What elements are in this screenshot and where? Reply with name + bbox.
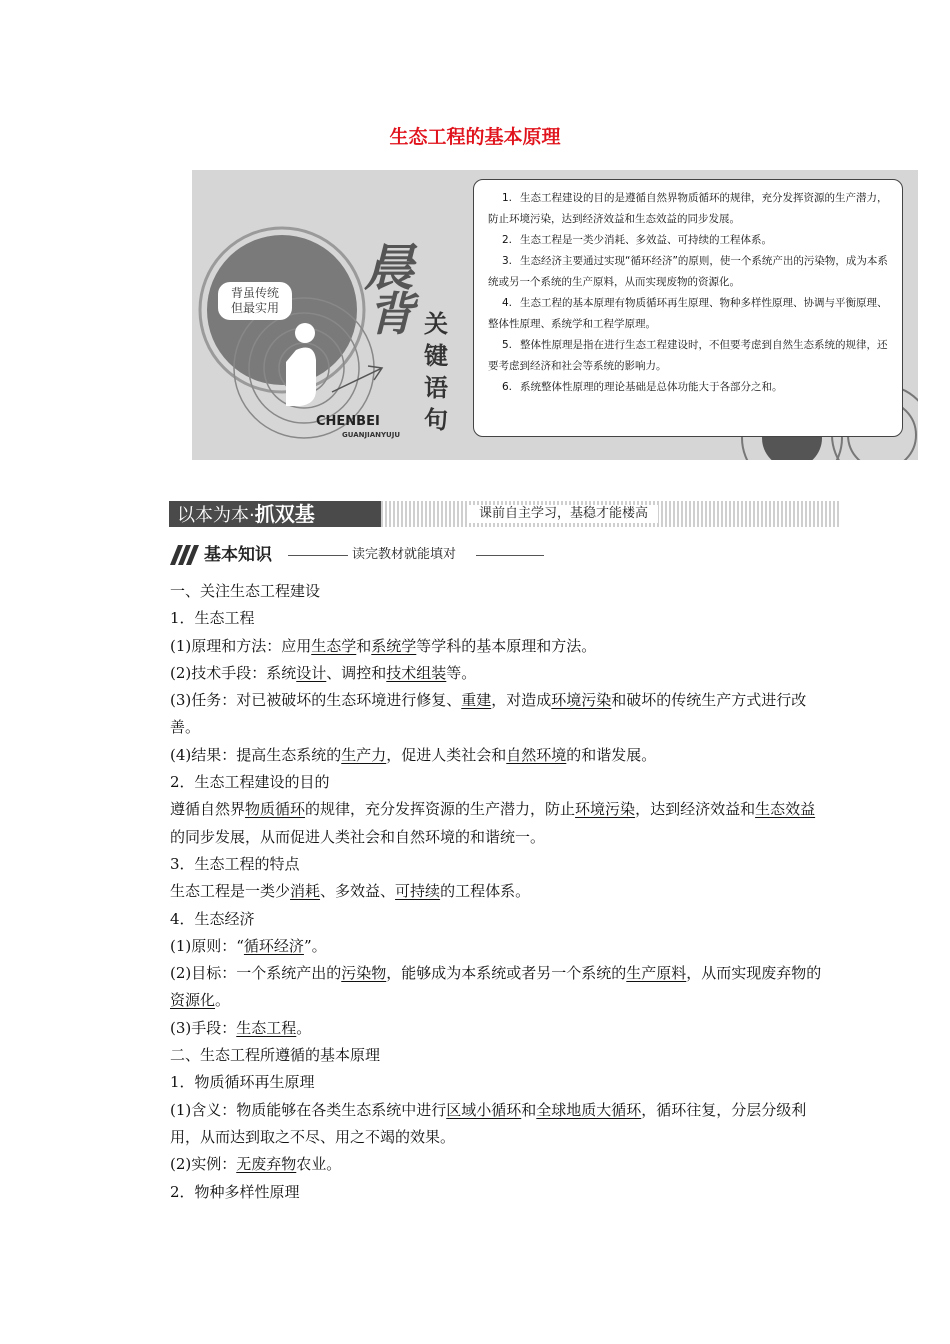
item-text: 系统整体性原理的理论基础是总体功能大于各部分之和。 <box>520 381 783 393</box>
item-number: 1. <box>502 192 513 204</box>
body-line: 3．生态工程的特点 <box>170 854 300 873</box>
fill-in-answer: 系统学 <box>371 636 417 655</box>
item-text: 生态工程是一类少消耗、多效益、可持续的工程体系。 <box>520 234 772 246</box>
vertical-char: 关 <box>424 310 448 338</box>
body-line: 生态工程是一类少消耗、多效益、可持续的工程体系。 <box>170 882 531 901</box>
key-sentence <box>474 293 902 335</box>
body-line: 4．生态经济 <box>170 909 255 928</box>
fill-in-answer: 生产原料 <box>626 964 687 983</box>
banner-chip <box>218 282 292 320</box>
body-line: 1．生态工程 <box>170 609 255 628</box>
section-label-b: 抓双基 <box>254 502 315 526</box>
vertical-char: 键 <box>424 342 448 370</box>
subsection-title: 基本知识 <box>204 545 272 565</box>
banner-en-subtitle: GUANJIANYUJU <box>342 431 401 439</box>
item-text: 整体性原理是指在进行生态工程建设时，不但要考虑到自然生态系统的规律，还要考虑到经济和社会等系统的影响力。 <box>488 339 888 372</box>
divider <box>476 555 544 556</box>
body-line: 1．物质循环再生原理 <box>170 1073 315 1092</box>
section-subtitle: 课前自主学习，基稳才能楼高 <box>469 505 658 523</box>
fill-in-answer: 资源化 <box>170 991 216 1010</box>
fill-in-answer: 自然环境 <box>506 745 567 764</box>
item-number: 3. <box>502 255 513 267</box>
body-line: 2．生态工程建设的目的 <box>170 773 330 792</box>
body-line: (2)技术手段：系统设计、调控和技术组装等。 <box>170 663 477 682</box>
banner-vertical-title <box>424 308 450 436</box>
fill-in-answer: 重建 <box>461 691 492 710</box>
fill-in-answer: 全球地质大循环 <box>536 1100 642 1119</box>
item-text: 生态经济主要通过实现“循环经济”的原则，使一个系统产出的污染物，成为本系统或另一个系统的生产原料，从而实现废物的资源化。 <box>488 255 888 288</box>
item-number: 2. <box>502 234 513 246</box>
fill-in-answer: 污染物 <box>341 964 387 983</box>
key-sentence <box>474 188 902 230</box>
section-label-a: 以本为本· <box>177 505 255 526</box>
section-header <box>169 501 841 527</box>
item-number: 4. <box>502 297 513 309</box>
morning-recitation-banner <box>192 170 918 460</box>
fill-in-answer: 消耗 <box>290 882 321 901</box>
item-number: 6. <box>502 381 513 393</box>
banner-big-char-1: 晨 <box>364 239 414 297</box>
fill-in-answer: 生态效益 <box>755 800 816 819</box>
subsection-hint: 读完教材就能填对 <box>352 547 457 562</box>
fill-in-answer: 循环经济 <box>243 936 304 955</box>
fill-in-answer: 环境污染 <box>575 800 636 819</box>
body-line: 遵循自然界物质循环的规律，充分发挥资源的生产潜力，防止环境污染，达到经济效益和生态效益的同步发展，从而促进人类社会和自然环境的和谐统一。 <box>170 800 816 846</box>
key-sentences-panel <box>473 179 903 437</box>
divider <box>288 555 348 556</box>
fill-in-answer: 生态工程 <box>236 1018 297 1037</box>
slash-stripes-icon <box>170 545 200 565</box>
body-line: (3)手段：生态工程。 <box>170 1018 312 1037</box>
body-line: (2)目标：一个系统产出的污染物，能够成为本系统或者另一个系统的生产原料，从而实现废弃物的资源化。 <box>170 964 822 1010</box>
body-line: 二、生态工程所遵循的基本原理 <box>170 1046 381 1065</box>
fill-in-answer: 设计 <box>296 663 327 682</box>
item-number: 5. <box>502 339 513 351</box>
key-sentence <box>474 377 902 398</box>
banner-big-char-2: 背 <box>368 287 414 341</box>
fill-in-answer: 物质循环 <box>245 800 306 819</box>
body-line: 一、关注生态工程建设 <box>170 582 321 600</box>
chip-line-2: 但最实用 <box>230 301 279 315</box>
body-line: (1)原则：“循环经济”。 <box>170 936 327 955</box>
chip-line-1: 背虽传统 <box>230 286 279 300</box>
banner-en-title: CHENBEI <box>316 414 380 429</box>
body-line: (4)结果：提高生态系统的生产力，促进人类社会和自然环境的和谐发展。 <box>170 745 657 764</box>
fill-in-answer: 生产力 <box>341 745 387 764</box>
key-sentence <box>474 251 902 293</box>
document-body <box>137 578 827 1206</box>
vertical-char: 语 <box>424 374 448 402</box>
body-line: (1)原理和方法：应用生态学和系统学等学科的基本原理和方法。 <box>170 636 597 655</box>
fill-in-answer: 生态学 <box>311 636 357 655</box>
page-title: 生态工程的基本原理 <box>389 126 561 148</box>
body-line: 2．物种多样性原理 <box>170 1182 300 1201</box>
fill-in-answer: 技术组装 <box>386 663 447 682</box>
fill-in-answer: 可持续 <box>395 882 441 901</box>
body-line: (1)含义：物质能够在各类生态系统中进行区域小循环和全球地质大循环，循环往复，分层分级利用，从而达到取之不尽、用之不竭的效果。 <box>170 1100 807 1146</box>
vertical-char: 句 <box>424 406 448 434</box>
fill-in-answer: 区域小循环 <box>446 1100 522 1119</box>
item-text: 生态工程的基本原理有物质循环再生原理、物种多样性原理、协调与平衡原理、整体性原理、系统学和工程学原理。 <box>488 297 888 330</box>
body-line: (2)实例：无废弃物农业。 <box>170 1155 342 1174</box>
key-sentence <box>474 335 902 377</box>
fill-in-answer: 无废弃物 <box>236 1155 297 1174</box>
item-text: 生态工程建设的目的是遵循自然界物质循环的规律，充分发挥资源的生产潜力，防止环境污染，达到经济效益和生态效益的同步发展。 <box>488 192 888 225</box>
section-label <box>169 501 381 527</box>
fill-in-answer: 环境污染 <box>551 691 612 710</box>
body-line: (3)任务：对已被破坏的生态环境进行修复、重建，对造成环境污染和破坏的传统生产方式进行改善。 <box>170 691 807 737</box>
key-sentence <box>474 230 902 251</box>
